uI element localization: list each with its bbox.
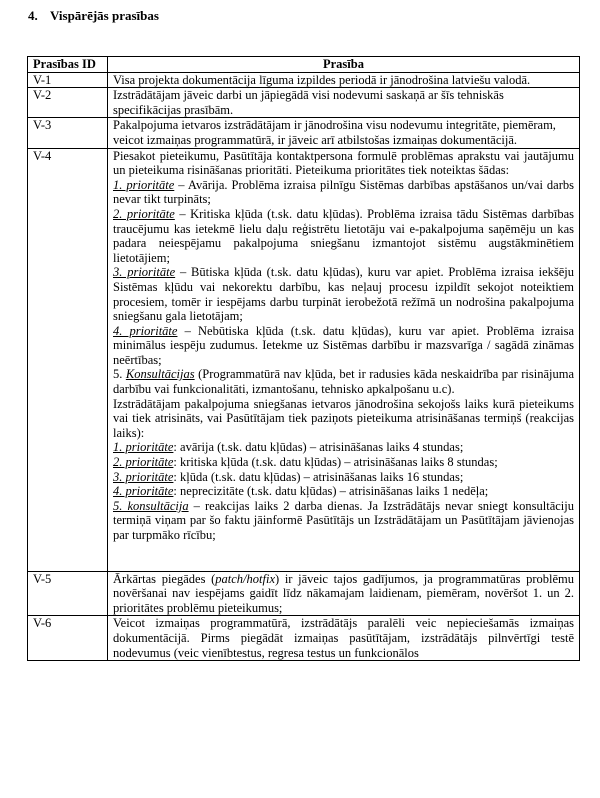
v4-time-2: 2. prioritāte: kritiska kļūda (t.sk. datu kļūdas) – atrisināšanas laiks 8 stundas; [113,455,498,470]
row-id: V-4 [28,148,108,571]
v4-time-3: 3. prioritāte: kļūda (t.sk. datu kļūdas) – atrisināšanas laiks 16 stundas; [113,469,464,484]
row-id: V-6 [28,616,108,661]
row-text [108,148,580,571]
v4-priority-4: 4. prioritāte – Nebūtiska kļūda (t.sk. datu kļūdas), kuru var apiet. Problēma izraisa minimālus iespēju zudumus. Ietekme uz Sistēmas darbību ir mazsvarīga / sagādā zināmas neērtības; [113,323,575,367]
table-row-v6 [28,616,580,661]
v4-time-4: 4. prioritāte: neprecizitāte (t.sk. datu kļūdas) – atrisināšanas laiks 1 nedēļa; [113,484,489,499]
column-header-requirement: Prasība [108,57,580,73]
table-header-row [28,57,580,73]
priority-label: Konsultācijas [125,367,195,382]
requirements-table [27,56,580,661]
v4-time-1: 1. prioritāte: avārija (t.sk. datu kļūdas) – atrisināšanas laiks 4 stundas; [113,440,464,455]
v4-priority-5: 5. Konsultācijas (Programmatūrā nav kļūda, bet ir radusies kāda neskaidrība par risinājuma darbību vai funkcionalitāti, izmantošanu, tehnisko apkalpošanu u.c). [113,367,575,397]
priority-label: 4. prioritāte [113,323,178,338]
v4-priority-1: 1. prioritāte – Avārija. Problēma izraisa pilnīgu Sistēmas darbības apstāšanos un/vai darbs nevar tikt turpināts; [113,177,574,207]
section-heading [28,8,159,24]
v4-priority-2: 2. prioritāte – Kritiska kļūda (t.sk. datu kļūdas). Problēma izraisa tādu Sistēmas darbības traucējumu kas ietekmē lielu daļu reģistrētu lietotāju vai e-pakalpojuma saņēmēju un kas padara neiespējamu pakalpojuma sniegšanu izmantojot sistēmu augstākminētiem lietotājiem; [113,206,574,265]
v4-time-5: 5. konsultācija – reakcijas laiks 2 darba dienas. Ja Izstrādātājs nevar sniegt konsultāciju termiņā viņam par šo faktu jāinformē Pasūtītājs un Izstrādātājam un Pasūtītājam jāvienojas par turpmāko rīcību; [113,498,574,542]
row-text: Visa projekta dokumentācija līguma izpildes periodā ir jānodrošina latviešu valodā. [108,72,580,88]
v4-priority-3: 3. prioritāte – Būtiska kļūda (t.sk. datu kļūdas), kuru var apiet. Problēma izraisa iekšēju Sistēmas kļūdu vai nekorektu darbību, kas neļauj procesu izpildīt sekojot noteiktiem procesiem, tomēr ir iespējams darbu turpināt ierobežotā režīmā un nodrošina pakalpojuma sniegšanu gala lietotājam; [113,265,575,324]
table-row-v1 [28,72,580,88]
row-id: V-1 [28,72,108,88]
table-row-v5 [28,571,580,616]
v4-spacer [113,543,574,571]
priority-label: 3. prioritāte [113,265,176,280]
row-id: V-5 [28,571,108,616]
row-text: Ārkārtas piegādes (patch/hotfix) ir jāveic tajos gadījumos, ja programmatūras problēmu novēršanai nav iespējams gaidīt līdz nākamajam laidienam, piemēram, novēršot 1. un 2. prioritātes problēmu pieteikumus; [108,571,580,616]
row-text: Izstrādātājam jāveic darbi un jāpiegādā visi nodevumi saskaņā ar šīs tehniskās specifikācijas prasībām. [108,88,580,118]
row-id: V-2 [28,88,108,118]
table-row-v3 [28,118,580,148]
row-text: Veicot izmaiņas programmatūrā, izstrādātājs paralēli veic nepieciešamās izmaiņas dokumentācijā. Pirms piegādāt izmaiņas pasūtītājam, izstrādātājs pilnvērtīgi testē nodevumus (veic vienībtestus, regresa testus un funkcionālos [108,616,580,661]
row-text: Pakalpojuma ietvaros izstrādātājam ir jānodrošina visu nodevumu integritāte, piemēram, veicot izmaiņas programmatūrā, ir jāveic arī atbilstošas izmaiņas dokumentācijā. [108,118,580,148]
priority-label: 5. konsultācija [113,498,189,513]
priority-label: 2. prioritāte [113,206,175,221]
priority-label: 1. prioritāte [113,177,175,192]
priority-label: 1. prioritāte [113,440,174,455]
row-id: V-3 [28,118,108,148]
priority-label: 4. prioritāte [113,484,174,499]
table-row-v4 [28,148,580,571]
column-header-id: Prasības ID [28,57,108,73]
priority-label: 3. prioritāte [113,469,174,484]
priority-label: 2. prioritāte [113,455,174,470]
v4-intro: Piesakot pieteikumu, Pasūtītāja kontaktpersona formulē problēmas aprakstu vai jautājumu un pieteikuma risināšanas prioritāti. Pieteikuma prioritātes tiek noteiktas šādas: [113,148,574,178]
v4-times-intro: Izstrādātājam pakalpojuma sniegšanas ietvaros jānodrošina sekojošs laiks kurā pieteikums vai tiek atrisināts, vai Pasūtītājam tiek paziņots pieteikuma atrisināšanas termiņš (reakcijas laiks): [113,396,574,440]
section-number: 4. [28,8,38,23]
table-row-v2 [28,88,580,118]
section-title: Vispārējās prasības [50,8,159,23]
